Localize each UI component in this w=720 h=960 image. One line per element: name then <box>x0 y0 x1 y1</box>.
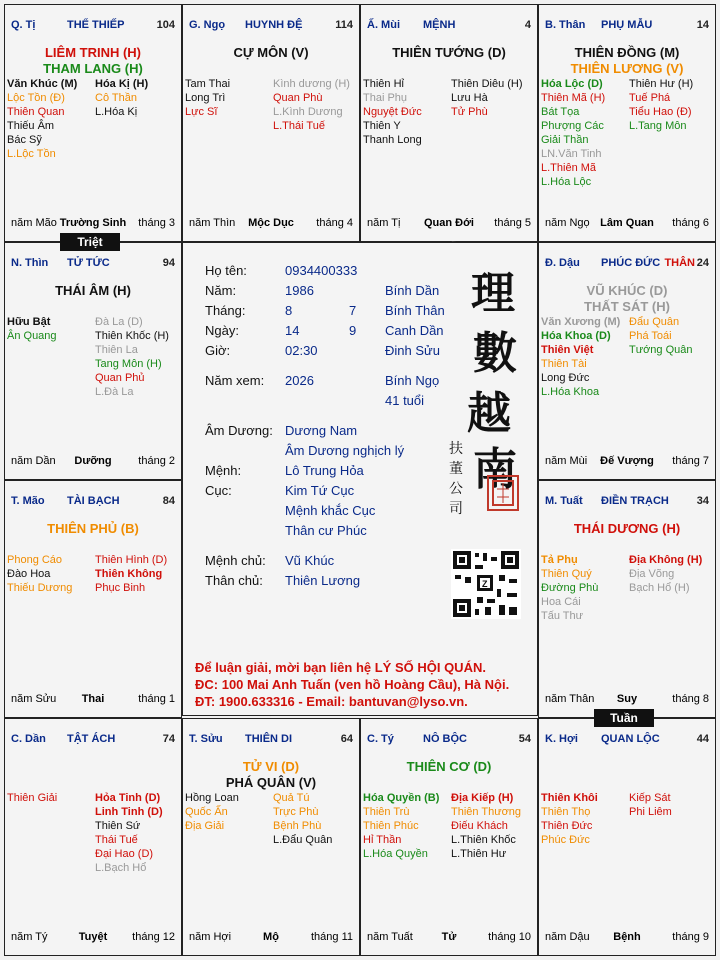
minor-star: Bạch Hổ (H) <box>629 582 690 594</box>
palace-month: tháng 3 <box>138 217 175 229</box>
palace-name: PHỤ MẪU <box>601 19 653 31</box>
palace-month: tháng 6 <box>672 217 709 229</box>
palace-branch: N. Thìn <box>11 257 49 269</box>
minor-star: L.Hóa Lộc <box>541 176 592 188</box>
main-star: THIÊN PHỦ (B) <box>47 521 139 536</box>
calligraphy-char-3: 越 <box>467 388 511 439</box>
palace-branch: T. Mão <box>11 495 45 507</box>
palace-age: 64 <box>340 733 353 745</box>
minor-star: L.Kình Dương <box>273 106 343 118</box>
palace-age: 114 <box>335 19 353 31</box>
minor-star: Quốc Ấn <box>185 806 228 818</box>
hour-canchi: Đinh Sửu <box>385 343 440 358</box>
palace-branch: T. Sửu <box>189 733 223 745</box>
palace-stage: Thai <box>81 693 105 705</box>
minor-star: Tử Phù <box>451 106 488 118</box>
palace-stage: Đế Vượng <box>600 455 654 467</box>
hour-label: Giờ: <box>205 343 231 358</box>
minor-star: Hữu Bật <box>7 316 51 328</box>
palace-stage: Quan Đới <box>424 217 474 229</box>
minor-star: Thiên Tài <box>541 358 587 370</box>
day-solar: 14 <box>285 323 300 338</box>
minor-star: Tam Thai <box>185 78 231 90</box>
center-info-panel <box>182 242 538 716</box>
palace-branch: Ấ. Mùi <box>367 19 400 31</box>
palace-branch: B. Thân <box>545 19 586 31</box>
minor-star: Cô Thần <box>95 92 137 104</box>
view-year-canchi: Bính Ngọ <box>385 373 440 388</box>
minor-star: Ân Quang <box>7 330 57 342</box>
contact-phone-email[interactable]: ĐT: 1900.633316 - Email: bantuvan@lyso.vn. <box>195 694 468 709</box>
palace-branch: Đ. Dậu <box>545 257 580 269</box>
palace-month: tháng 12 <box>132 931 175 943</box>
minor-star: Thiên Thọ <box>541 806 591 818</box>
cuc-note: Mệnh khắc Cục <box>285 503 376 518</box>
main-star: CỰ MÔN (V) <box>233 45 309 60</box>
palace-name: ĐIỀN TRẠCH <box>601 495 669 507</box>
small-calli-4: 司 <box>449 501 463 517</box>
palace-name: TÀI BẠCH <box>67 495 120 507</box>
main-star: TỬ VI (D) <box>242 759 300 774</box>
minor-star: Hóa Lộc (D) <box>541 78 603 90</box>
palace-name: THỂ THIẾP <box>67 19 125 31</box>
minor-star: L.Hóa Quyền <box>363 848 428 860</box>
minor-star: Đà La (D) <box>95 316 143 328</box>
minor-star: Thiên Quan <box>7 106 65 118</box>
palace-branch: K. Hợi <box>545 733 578 745</box>
svg-text:Z: Z <box>482 579 488 589</box>
minor-star: Địa Kiếp (H) <box>451 792 514 804</box>
palace-name: MỆNH <box>423 19 456 31</box>
minor-star: Hoa Cái <box>541 596 581 608</box>
minor-star: Kình dương (H) <box>273 78 350 90</box>
minor-star: L.Thái Tuế <box>273 120 325 132</box>
main-star: LIÊM TRINH (H) <box>44 45 142 60</box>
palace-month: tháng 7 <box>672 455 709 467</box>
day-canchi: Canh Dần <box>385 323 444 338</box>
minor-star: Long Đức <box>541 372 590 384</box>
minor-star: Bệnh Phù <box>273 820 322 832</box>
year-canchi: Bính Dần <box>385 283 440 298</box>
minor-star: Địa Không (H) <box>629 554 703 566</box>
qr-code-icon[interactable] <box>451 549 521 619</box>
palace-year: năm Thân <box>545 693 595 705</box>
than-marker: THÂN <box>664 257 695 269</box>
menh-label: Mệnh: <box>205 463 242 478</box>
day-lunar: 9 <box>349 323 357 338</box>
than-cu-value: Thân cư Phúc <box>285 523 367 538</box>
month-solar: 8 <box>285 303 293 318</box>
than-chu-label: Thân chủ: <box>205 573 263 588</box>
minor-star: Hóa Kị (H) <box>95 78 149 90</box>
minor-star: Long Trì <box>185 92 226 104</box>
minor-star: Đẩu Quân <box>629 316 680 328</box>
minor-star: Tiểu Hao (Đ) <box>629 106 692 118</box>
palace-name: PHÚC ĐỨC <box>601 257 661 269</box>
palace-stage: Mộc Dục <box>248 217 294 229</box>
minor-star: Thiên Việt <box>541 344 594 356</box>
minor-star: Thiên Hình (D) <box>95 554 168 566</box>
palace-name: HUYNH ĐỆ <box>245 19 303 31</box>
main-star: THẤT SÁT (H) <box>584 299 670 314</box>
minor-star: Thiên Không <box>95 568 163 580</box>
palace-stage: Tử <box>441 931 457 943</box>
main-star: THAM LANG (H) <box>43 61 143 76</box>
palace-year: năm Hợi <box>189 931 232 943</box>
palace-age: 74 <box>162 733 175 745</box>
palace-name: TẬT ÁCH <box>67 733 116 745</box>
minor-star: L.Thiên Khốc <box>451 834 516 846</box>
minor-star: Thiên Đức <box>541 820 593 832</box>
palace-year: năm Tị <box>367 217 401 229</box>
palace-stage: Bệnh <box>613 931 641 943</box>
palace-month: tháng 9 <box>672 931 709 943</box>
palace-month: tháng 4 <box>316 217 353 229</box>
minor-star: Đại Hao (D) <box>95 848 154 860</box>
cuc-value: Kim Tứ Cục <box>285 483 355 498</box>
year-label: Năm: <box>205 283 237 298</box>
minor-star: Hỏa Tinh (D) <box>95 792 161 804</box>
contact-line-1: Để luận giải, mời bạn liên hệ LÝ SỐ HỘI QUÁN. <box>195 660 486 675</box>
palace-stage: Lâm Quan <box>600 217 654 229</box>
small-calli-2: 董 <box>449 461 463 477</box>
palace-branch: M. Tuất <box>545 495 583 507</box>
palace-branch: G. Ngọ <box>189 19 226 31</box>
main-star: THIÊN LƯƠNG (V) <box>570 61 684 76</box>
minor-star: Phúc Đức <box>541 834 590 846</box>
calligraphy-char-1: 理 <box>471 268 515 319</box>
minor-star: Linh Tinh (D) <box>95 806 163 818</box>
minor-star: L.Thiên Mã <box>541 162 597 174</box>
palace-year: năm Mão <box>11 217 57 229</box>
minor-star: Địa Giải <box>185 820 225 832</box>
minor-star: Văn Khúc (M) <box>7 78 78 90</box>
minor-star: Phá Toái <box>629 330 672 342</box>
minor-star: Quan Phù <box>273 92 323 104</box>
minor-star: Thai Phụ <box>363 92 408 104</box>
palace-age: 54 <box>518 733 531 745</box>
palace-year: năm Dậu <box>545 931 590 943</box>
cuc-label: Cục: <box>205 483 232 498</box>
minor-star: Tả Phụ <box>541 554 578 566</box>
than-chu-value: Thiên Lương <box>285 573 361 588</box>
palace-age: 24 <box>696 257 709 269</box>
minor-star: Thiên Hỉ <box>363 78 404 90</box>
minor-star: Thiên Hư (H) <box>629 78 694 90</box>
minor-star: Phục Binh <box>95 582 146 594</box>
palace-name: THIÊN DI <box>245 733 293 745</box>
minor-star: Quan Phủ <box>95 372 145 384</box>
menh-chu-value: Vũ Khúc <box>285 553 335 568</box>
palace-age: 14 <box>696 19 709 31</box>
palace-name: NÔ BỘC <box>423 733 467 745</box>
minor-star: Đường Phù <box>541 582 599 594</box>
minor-star: Văn Xương (M) <box>541 316 621 328</box>
palace-month: tháng 2 <box>138 455 175 467</box>
minor-star: Giải Thần <box>541 134 589 146</box>
menh-chu-label: Mệnh chủ: <box>205 553 266 568</box>
minor-star: Thiên La <box>95 344 138 356</box>
palace-stage: Mộ <box>263 931 279 943</box>
hour-value: 02:30 <box>285 343 318 358</box>
palace-name: QUAN LỘC <box>601 733 660 745</box>
small-calli-3: 公 <box>449 481 463 497</box>
month-canchi: Bính Thân <box>385 303 445 318</box>
minor-star: Tướng Quân <box>629 344 693 356</box>
minor-star: Lộc Tồn (Đ) <box>7 92 65 104</box>
minor-star: L.Đà La <box>95 386 134 398</box>
palace-age: 4 <box>524 19 531 31</box>
minor-star: Lực Sĩ <box>185 106 218 118</box>
palace-age: 44 <box>696 733 709 745</box>
minor-star: Trực Phù <box>273 806 319 818</box>
palace-year: năm Tý <box>11 931 48 943</box>
minor-star: Phượng Các <box>541 120 604 132</box>
palace-year: năm Ngọ <box>545 217 590 229</box>
palace-branch: Q. Tị <box>11 19 36 31</box>
year-value: 1986 <box>285 283 314 298</box>
calligraphy-char-2: 數 <box>473 328 517 379</box>
menh-value: Lô Trung Hỏa <box>285 463 364 478</box>
calligraphy-char-4: 南 <box>473 444 517 495</box>
minor-star: Hồng Loan <box>185 792 239 804</box>
minor-star: Thiếu Âm <box>7 120 55 132</box>
palace-age: 104 <box>156 19 175 31</box>
palace-branch: C. Dần <box>11 733 46 745</box>
palace-month: tháng 5 <box>494 217 531 229</box>
palace-age: 84 <box>162 495 175 507</box>
minor-star: Thiên Trù <box>363 806 410 818</box>
minor-star: Thiên Khôi <box>541 792 598 804</box>
small-calligraphy <box>449 439 465 519</box>
minor-star: Thái Tuế <box>95 834 138 846</box>
minor-star: Điếu Khách <box>451 820 508 832</box>
palace-age: 94 <box>162 257 175 269</box>
palace-age: 34 <box>696 495 709 507</box>
view-year-value: 2026 <box>285 373 314 388</box>
triet-badge: Triệt <box>60 233 120 251</box>
minor-star: Hóa Khoa (D) <box>541 330 611 342</box>
palace-month: tháng 10 <box>488 931 531 943</box>
name-label: Họ tên: <box>205 263 247 278</box>
palace-year: năm Thìn <box>189 217 236 229</box>
amduong-label: Âm Dương: <box>205 423 273 438</box>
minor-star: Thiên Sứ <box>95 820 141 832</box>
palace-year: năm Sửu <box>11 693 57 705</box>
palace-stage: Trường Sinh <box>59 217 127 229</box>
palace-stage: Dưỡng <box>74 455 112 467</box>
palace-year: năm Tuất <box>367 931 413 943</box>
palace-month: tháng 11 <box>310 931 353 943</box>
main-star: THIÊN TƯỚNG (D) <box>392 45 506 60</box>
main-star: THÁI ÂM (H) <box>55 283 131 298</box>
minor-star: Thiên Khốc (H) <box>95 330 169 342</box>
minor-star: Tuế Phá <box>629 92 671 104</box>
minor-star: Địa Võng <box>629 568 675 580</box>
minor-star: Phi Liêm <box>629 806 672 818</box>
palace-year: năm Mùi <box>545 455 588 467</box>
main-star: THIÊN CƠ (D) <box>406 759 492 774</box>
palace-branch: C. Tý <box>367 733 394 745</box>
minor-star: Thiên Quý <box>541 568 592 580</box>
minor-star: Tấu Thư <box>541 610 584 622</box>
minor-star: L.Hóa Khoa <box>541 386 600 398</box>
minor-star: Hỉ Thần <box>363 834 402 846</box>
minor-star: Bát Tọa <box>541 106 580 118</box>
month-label: Tháng: <box>205 303 246 318</box>
minor-star: L.Thiên Hư <box>451 848 507 860</box>
name-value: 0934400333 <box>285 263 358 278</box>
minor-star: L.Lộc Tồn <box>7 148 56 160</box>
main-star: PHÁ QUÂN (V) <box>225 775 317 790</box>
minor-star: Quả Tú <box>273 792 310 804</box>
minor-star: Thiếu Dương <box>7 582 73 594</box>
main-star: THIÊN ĐỒNG (M) <box>574 45 680 60</box>
palace-month: tháng 8 <box>672 693 709 705</box>
minor-star: Hóa Quyền (B) <box>363 792 440 804</box>
amduong-value: Dương Nam <box>285 423 358 438</box>
main-star: THÁI DƯƠNG (H) <box>573 521 681 536</box>
minor-star: Tang Môn (H) <box>95 358 162 370</box>
minor-star: Thiên Giải <box>7 792 58 804</box>
minor-star: Kiếp Sát <box>629 792 671 804</box>
month-lunar: 7 <box>349 303 357 318</box>
palace-month: tháng 1 <box>138 693 175 705</box>
minor-star: LN.Văn Tinh <box>541 148 602 160</box>
palace-year: năm Dần <box>11 455 56 467</box>
age-value: 41 tuổi <box>385 393 425 408</box>
palace-name: TỬ TỨC <box>67 257 110 269</box>
minor-star: Thiên Diêu (H) <box>451 78 523 90</box>
view-year-label: Năm xem: <box>205 373 265 388</box>
minor-star: Thiên Y <box>363 120 401 132</box>
minor-star: Nguyệt Đức <box>363 106 422 118</box>
minor-star: Đào Hoa <box>7 568 51 580</box>
small-calli-1: 扶 <box>449 441 463 457</box>
day-label: Ngày: <box>205 323 239 338</box>
minor-star: Thiên Mã (H) <box>541 92 606 104</box>
main-star: VŨ KHÚC (D) <box>586 283 668 298</box>
amduong-note: Âm Dương nghịch lý <box>285 443 405 458</box>
minor-star: L.Tang Môn <box>629 120 687 132</box>
red-seal-stamp <box>487 475 519 511</box>
minor-star: L.Hóa Kị <box>95 106 138 118</box>
minor-star: Thiên Thương <box>451 806 522 818</box>
palace-stage: Tuyệt <box>78 931 108 943</box>
contact-address: ĐC: 100 Mai Anh Tuấn (ven hồ Hoàng Cầu), Hà Nội. <box>195 677 510 692</box>
contact-block <box>195 659 509 710</box>
palace-stage: Suy <box>616 693 638 705</box>
minor-star: Lưu Hà <box>451 92 488 104</box>
minor-star: Phong Cáo <box>7 554 63 566</box>
minor-star: Thiên Phúc <box>363 820 419 832</box>
tuan-badge: Tuần <box>594 709 654 727</box>
minor-star: L.Bạch Hổ <box>95 862 147 874</box>
minor-star: Bác Sỹ <box>7 134 42 146</box>
minor-star: Thanh Long <box>363 134 422 146</box>
minor-star: L.Đẩu Quân <box>273 834 333 846</box>
